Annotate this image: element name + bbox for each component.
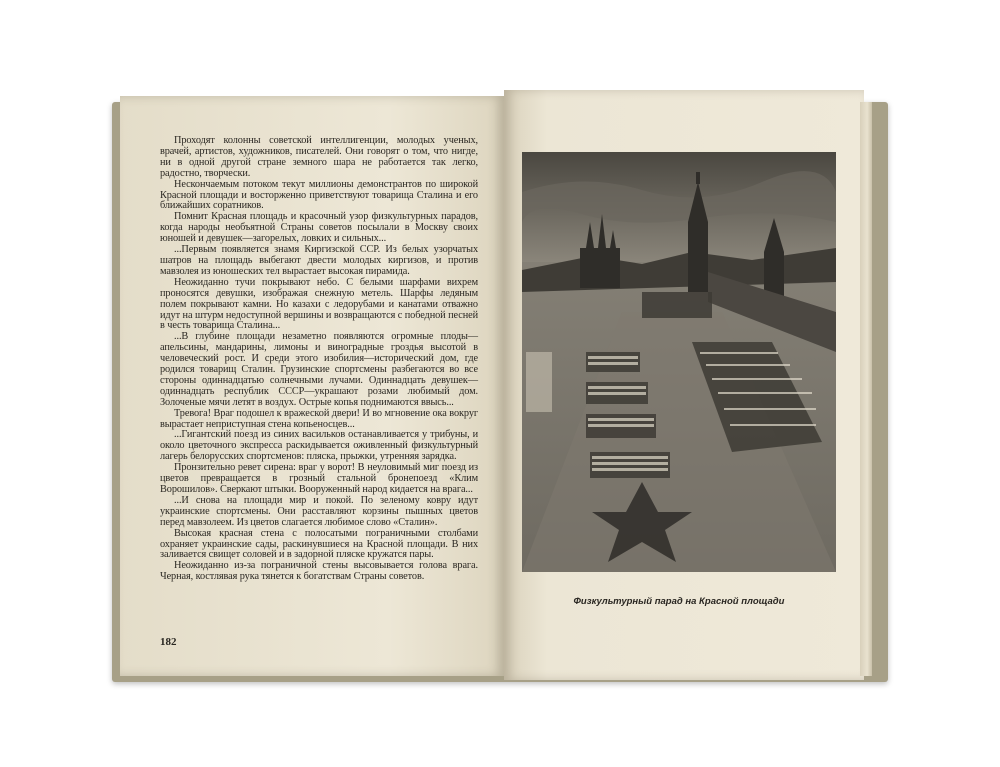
paragraph: Проходят колонны советской интеллигенции, молодых ученых, врачей, артистов, художников, писателей. Они говорят о том, что нигде, ни в одной другой стране земного шара не работается так легко, радостно, творчески. <box>160 135 478 179</box>
paragraph: Неожиданно тучи покрывают небо. С белыми шарфами вихрем проносятся девушки, изображая снежную метель. Шарфы ледяным полем покрывают камни. Но казахи с ледорубами и канатами отважно идут на штурм недоступной вершины и возвращаются с победной песней в честь товарища Сталина... <box>160 276 478 332</box>
photo-caption: Физкультурный парад на Красной площади <box>573 596 785 607</box>
paragraph: ...И снова на площади мир и покой. По зеленому ковру идут украинские спортсмены. Они расставляют корзины пышных цветов перед мавзолеем. Из цветов слагается любимое слово «Сталин». <box>160 494 478 528</box>
paragraph: Тревога! Враг подошел к вражеской двери! И во мгновение ока вокруг вырастает неприступная стена копьеносцев... <box>160 407 478 430</box>
paragraph: Высокая красная стена с полосатыми пограничными столбами охраняет украинские сады, раскинувшиеся на Красной площади. В них заливается свищет соловей и в задорной пляске кружатся пары. <box>160 527 478 561</box>
paragraph: Неожиданно из-за пограничной стены высовывается голова врага. Черная, костлявая рука тянется к богатствам Страны советов. <box>160 560 478 583</box>
paragraph: ...В глубине площади незаметно появляются огромные плоды—апельсины, мандарины, лимоны и виноградные гроздья высотой в человеческий рост. И среди этого изобилия—исторический дом, где родился товарищ Сталин. Грузинские спортсмены разбегаются во все стороны одиннадцатью солнечными лучами. Одиннадцать девушек—одиннадцать республик СССР—украшают розами любимый дом. Золоченые мячи летят в воздух. Острые копья поднимаются ввысь... <box>160 331 478 408</box>
parade-photo <box>522 152 836 572</box>
paragraph: Пронзительно ревет сирена: враг у ворот! В неуловимый миг поезд из цветов превращается в грозный стальной бронепоезд «Клим Ворошилов». Сверкают штыки. Вооруженный народ кидается на врага... <box>160 462 478 495</box>
right-page <box>504 90 864 680</box>
page-edges <box>860 102 872 676</box>
paragraph: Помнит Красная площадь и красочный узор физкультурных парадов, когда народы необъятной Страны советов посылали в Москву своих юношей и девушек—загорелых, ловких и сильных... <box>160 211 478 245</box>
left-page-text <box>160 136 478 656</box>
paragraph: Нескончаемым потоком текут миллионы демонстрантов по широкой Красной площади и восторженно приветствуют товарища Сталина и его ближайших соратников. <box>160 178 478 212</box>
left-page <box>120 96 504 676</box>
parade-photo-illustration <box>522 152 836 572</box>
paragraph: ...Гигантский поезд из синих васильков останавливается у трибуны, и около цветочного экспресса раскидывается оживленный физкультурный лагерь белорусских спортсменов: пляска, прыжки, утренняя зарядка. <box>160 429 478 463</box>
page-number: 182 <box>160 636 177 648</box>
open-book <box>112 90 888 690</box>
paragraph: ...Первым появляется знамя Киргизской ССР. Из белых узорчатых шатров на площадь выбегают двести молодых киргизов, и против мавзолея из юношеских тел вырастает высокая пирамида. <box>160 244 478 277</box>
